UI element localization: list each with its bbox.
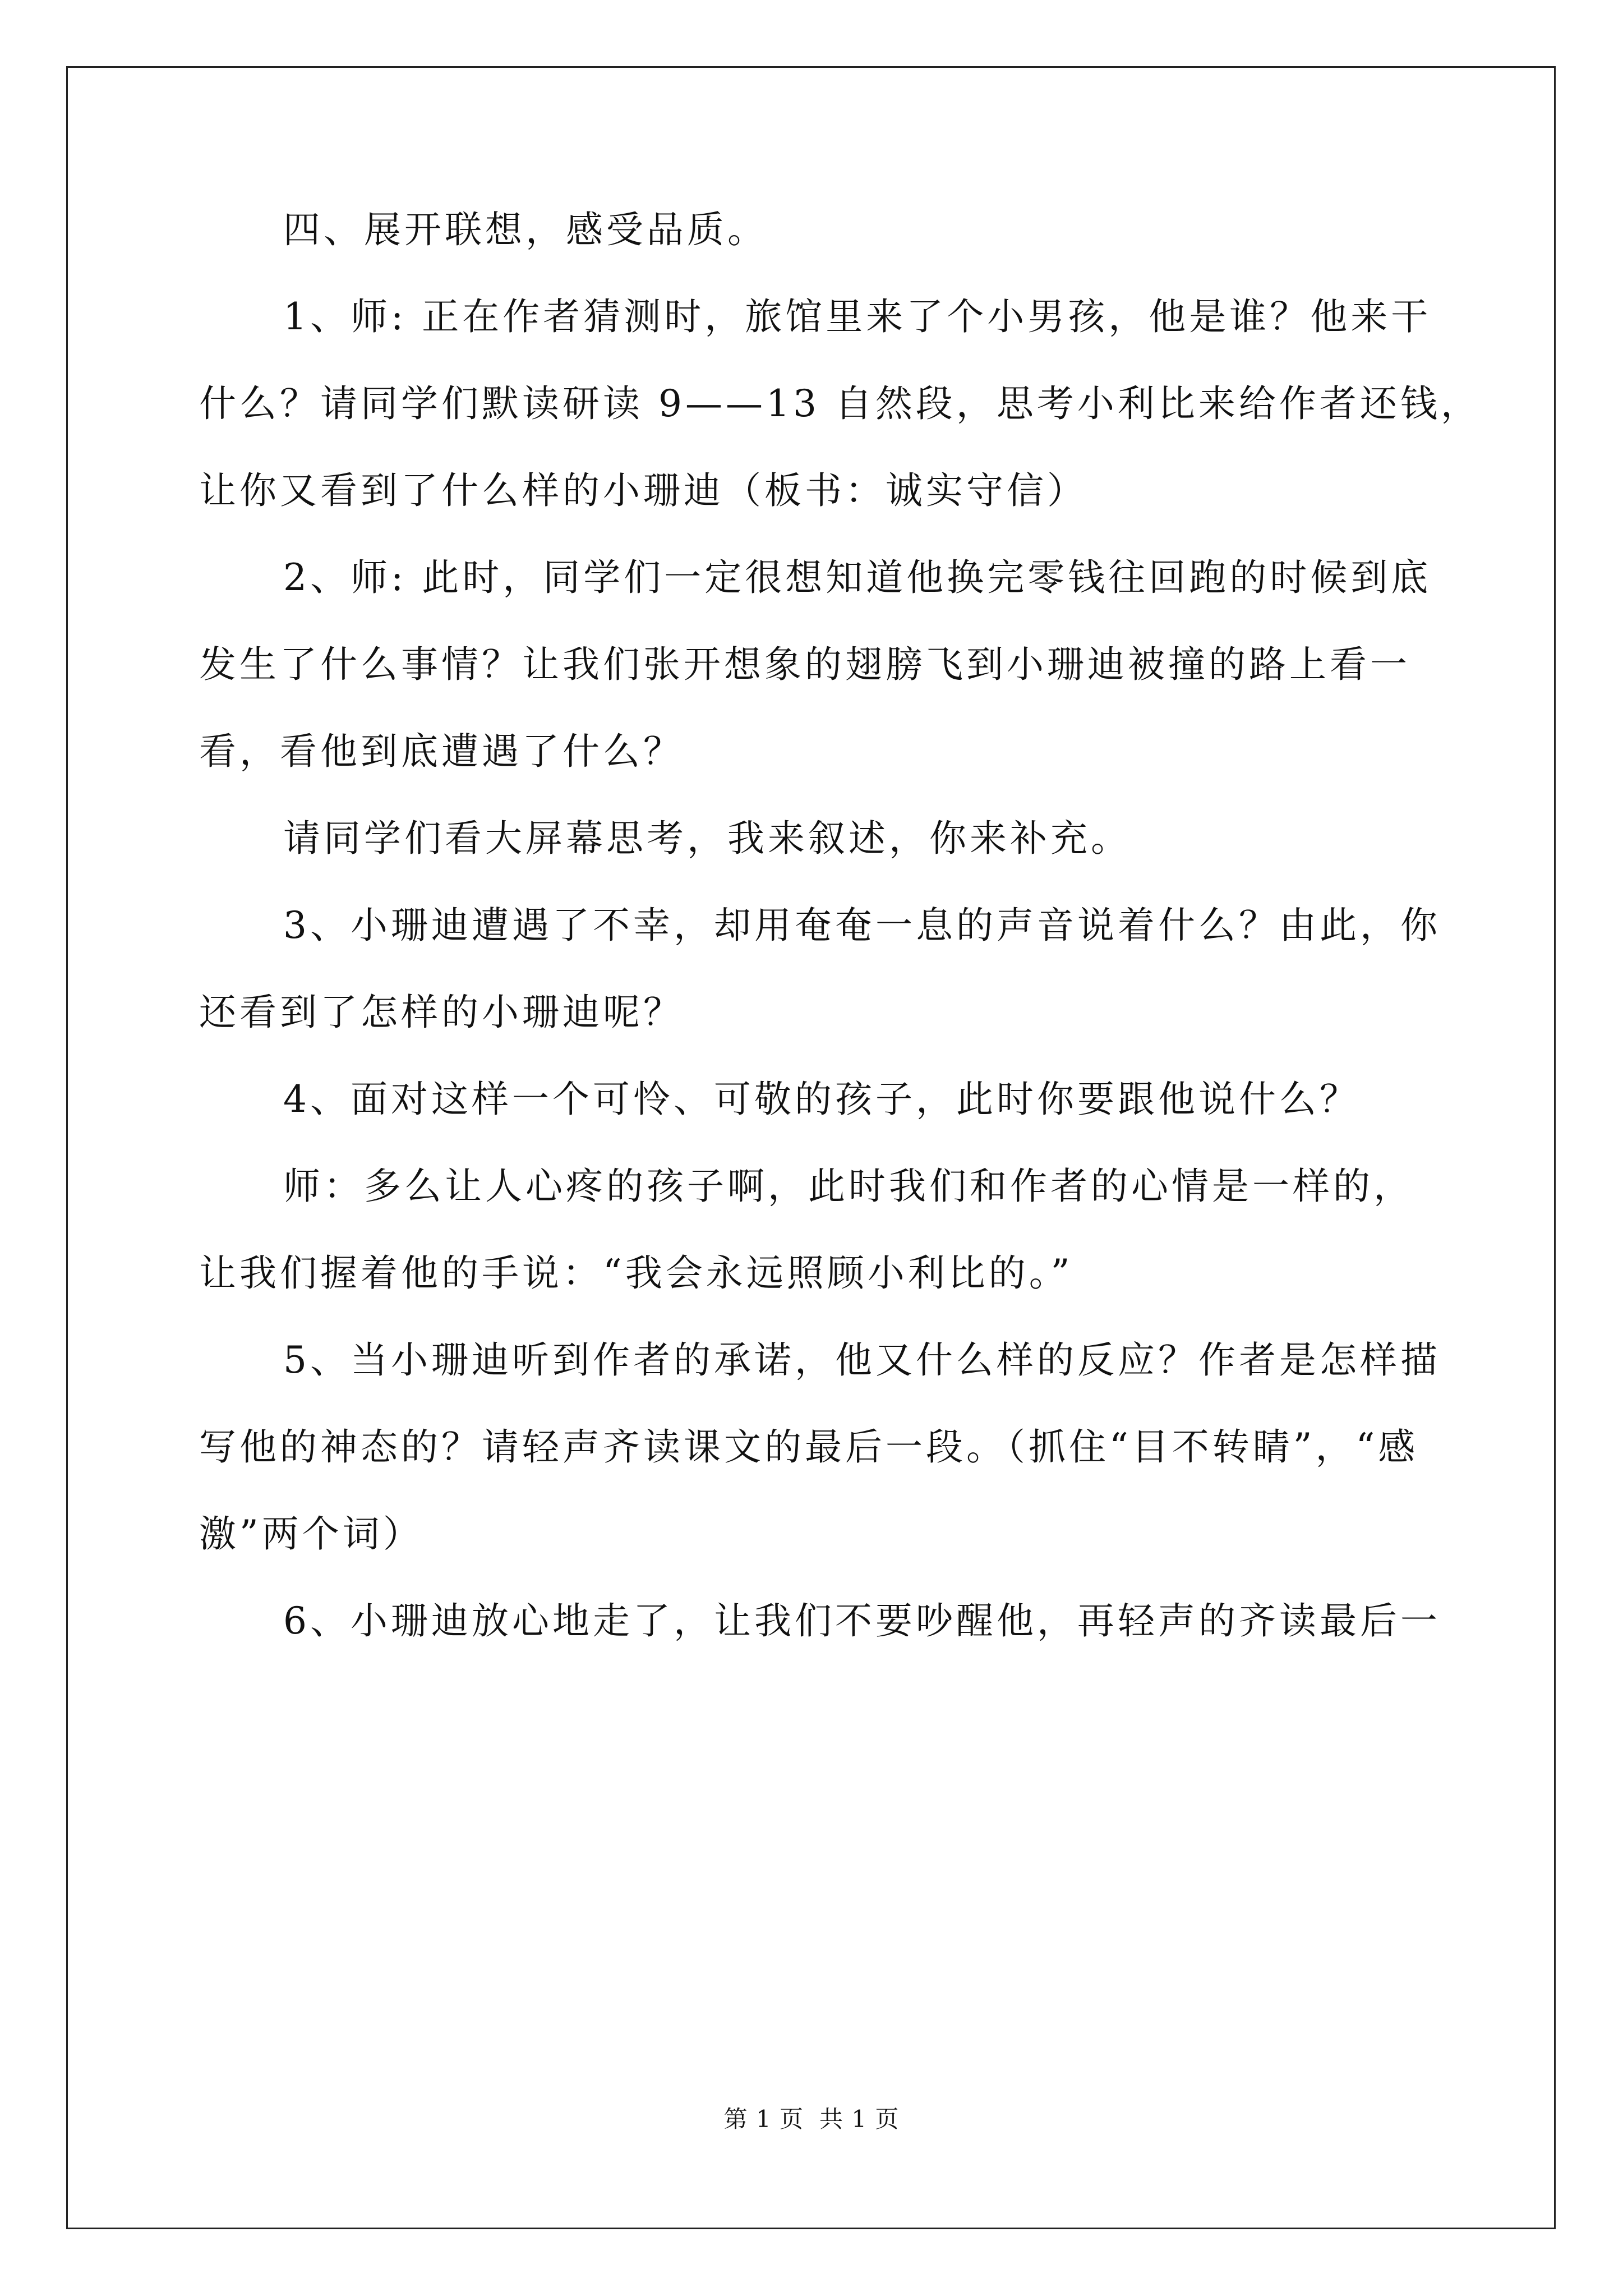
paragraph-line: 4、面对这样一个可怜、可敬的孩子，此时你要跟他说什么？	[283, 1078, 1360, 1121]
paragraph-line: 让你又看到了什么样的小珊迪（板书：诚实守信）	[199, 469, 1087, 512]
paragraph-line: 师：多么让人心疼的孩子啊，此时我们和作者的心情是一样的，	[283, 1165, 1414, 1208]
paragraph-line: 6、小珊迪放心地走了，让我们不要吵醒他，再轻声的齐读最后一	[283, 1599, 1441, 1642]
paragraph-line: 激”两个词）	[199, 1512, 423, 1556]
paragraph-line: 1、师: 正在作者猜测时，旅馆里来了个小男孩，他是谁？他来干	[283, 295, 1432, 338]
paragraph-line: 发生了什么事情？让我们张开想象的翅膀飞到小珊迪被撞的路上看一	[199, 643, 1410, 686]
paragraph-line: 让我们握着他的手说：“我会永远照顾小利比的。”	[199, 1251, 1073, 1295]
paragraph-line: 请同学们看大屏幕思考，我来叙述，你来补充。	[283, 817, 1131, 860]
paragraph-line: 写他的神态的？请轻声齐读课文的最后一段。（抓住“目不转睛”，“感	[199, 1425, 1419, 1469]
paragraph-line: 5、当小珊迪听到作者的承诺，他又什么样的反应？作者是怎样描	[283, 1338, 1441, 1382]
paragraph-line: 还看到了怎样的小珊迪呢？	[199, 991, 684, 1034]
section-heading: 四、展开联想，感受品质。	[283, 208, 768, 251]
paragraph-line: 3、小珊迪遭遇了不幸，却用奄奄一息的声音说着什么？由此，你	[283, 904, 1441, 947]
paragraph-line: 什么？请同学们默读研读 9——13 自然段，思考小利比来给作者还钱，	[199, 382, 1481, 425]
page-total: 共 1 页	[819, 2105, 900, 2133]
paragraph-line: 2、师: 此时，同学们一定很想知道他换完零钱往回跑的时候到底	[283, 556, 1432, 599]
page-number: 第 1 页	[723, 2105, 804, 2133]
page-footer	[0, 2102, 1623, 2136]
paragraph-line: 看，看他到底遭遇了什么？	[199, 730, 684, 773]
